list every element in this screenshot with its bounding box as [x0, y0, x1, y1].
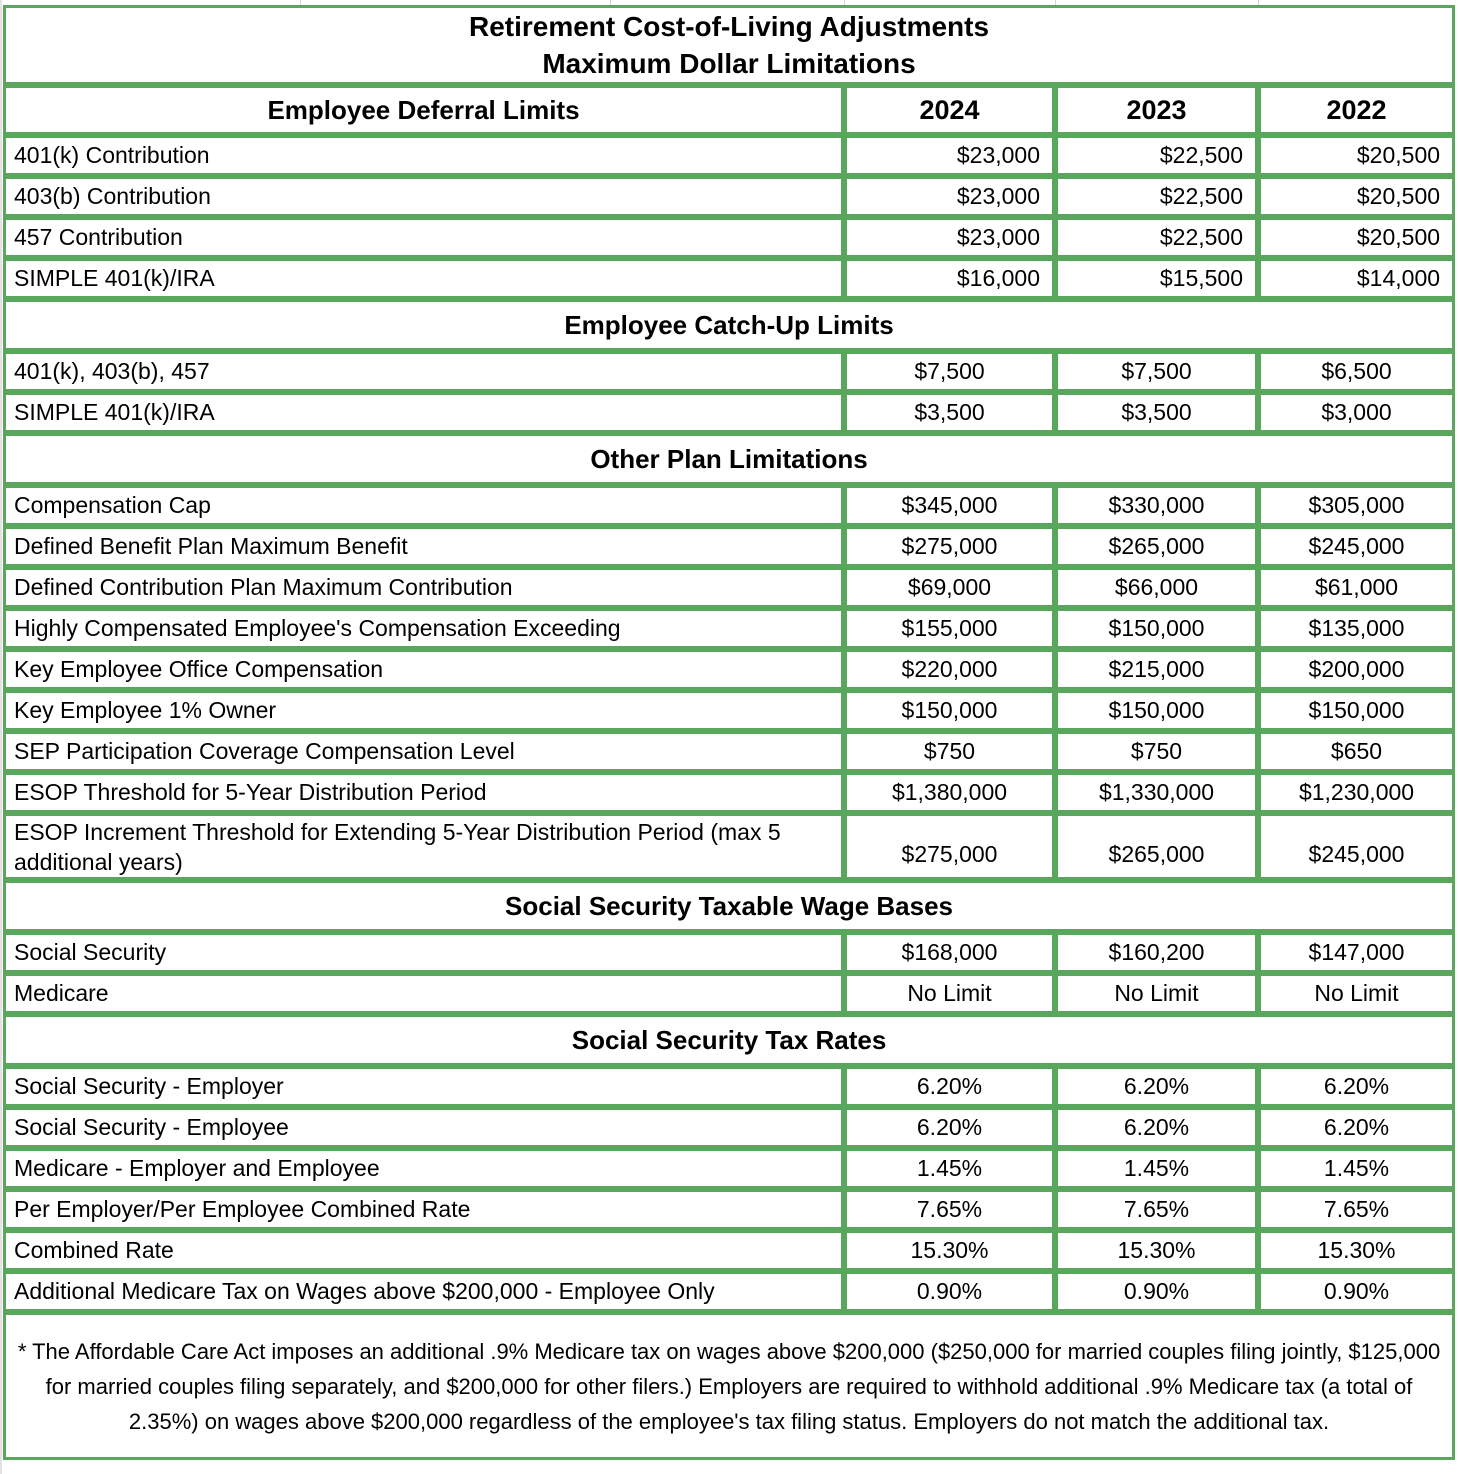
cell-2022: 1.45% [1258, 1148, 1455, 1189]
cell-2023: 6.20% [1055, 1066, 1258, 1107]
table-row [3, 392, 1455, 433]
section-header-row [3, 85, 1455, 135]
cell-2024: $750 [844, 731, 1055, 772]
row-label: Medicare - Employer and Employee [3, 1148, 844, 1189]
table-row [3, 258, 1455, 299]
cell-2023: $15,500 [1055, 258, 1258, 299]
row-label: 401(k) Contribution [3, 135, 844, 176]
table-row [3, 1189, 1455, 1230]
cell-2023: $265,000 [1055, 526, 1258, 567]
row-label: Highly Compensated Employee's Compensation Exceeding [3, 608, 844, 649]
cell-2023: $1,330,000 [1055, 772, 1258, 813]
cell-2022: 6.20% [1258, 1066, 1455, 1107]
table-row [3, 731, 1455, 772]
cell-2023: $215,000 [1055, 649, 1258, 690]
section-title-2: Other Plan Limitations [3, 433, 1455, 485]
table-row [3, 217, 1455, 258]
row-label: Combined Rate [3, 1230, 844, 1271]
cell-2023: $750 [1055, 731, 1258, 772]
cell-2023: $66,000 [1055, 567, 1258, 608]
cell-2022: $150,000 [1258, 690, 1455, 731]
cell-2024: $275,000 [844, 526, 1055, 567]
cell-2022: $245,000 [1258, 813, 1455, 880]
cell-2024: 7.65% [844, 1189, 1055, 1230]
cell-2023: $330,000 [1055, 485, 1258, 526]
footnote-row [3, 1312, 1455, 1460]
cell-2024: $345,000 [844, 485, 1055, 526]
cell-2022: $1,230,000 [1258, 772, 1455, 813]
title-row [3, 5, 1455, 85]
row-label: Key Employee 1% Owner [3, 690, 844, 731]
row-label: Per Employer/Per Employee Combined Rate [3, 1189, 844, 1230]
cell-2024: $1,380,000 [844, 772, 1055, 813]
cell-2022: No Limit [1258, 973, 1455, 1014]
cell-2024: $23,000 [844, 135, 1055, 176]
column-header-year-2022: 2022 [1258, 85, 1455, 135]
cell-2024: No Limit [844, 973, 1055, 1014]
cell-2022: $6,500 [1258, 351, 1455, 392]
row-label: ESOP Threshold for 5-Year Distribution Period [3, 772, 844, 813]
section-header-row [3, 433, 1455, 485]
cell-2023: 6.20% [1055, 1107, 1258, 1148]
row-label: ESOP Increment Threshold for Extending 5-Year Distribution Period (max 5 additional years) [3, 813, 844, 880]
table-row [3, 485, 1455, 526]
row-label: Defined Benefit Plan Maximum Benefit [3, 526, 844, 567]
footnote-text: * The Affordable Care Act imposes an additional .9% Medicare tax on wages above $200,000 ($250,000 for married couples filing jointly, $125,000 for married couples filing separately, and $200,000 for other filers.) Employers are required to withhold additional .9% Medicare tax (a total of 2.35%) on wages above $200,000 regardless of the employee's tax filing status. Employers do not match the additional tax. [3, 1312, 1455, 1460]
cell-2022: $14,000 [1258, 258, 1455, 299]
table-row [3, 1148, 1455, 1189]
cell-2024: $23,000 [844, 176, 1055, 217]
cell-2022: $20,500 [1258, 176, 1455, 217]
cola-limits-table [3, 5, 1455, 1460]
row-label: Compensation Cap [3, 485, 844, 526]
cell-2022: $305,000 [1258, 485, 1455, 526]
row-label: Key Employee Office Compensation [3, 649, 844, 690]
cell-2024: $275,000 [844, 813, 1055, 880]
cell-2022: 6.20% [1258, 1107, 1455, 1148]
cell-2023: $3,500 [1055, 392, 1258, 433]
column-header-year-2023: 2023 [1055, 85, 1258, 135]
table-row [3, 973, 1455, 1014]
cell-2022: 0.90% [1258, 1271, 1455, 1312]
row-label: Social Security - Employee [3, 1107, 844, 1148]
cell-2022: $61,000 [1258, 567, 1455, 608]
table-row [3, 772, 1455, 813]
cell-2023: $7,500 [1055, 351, 1258, 392]
cell-2024: 6.20% [844, 1066, 1055, 1107]
table-row [3, 690, 1455, 731]
title-line-2: Maximum Dollar Limitations [542, 48, 916, 79]
title-line-1: Retirement Cost-of-Living Adjustments [468, 11, 990, 42]
cell-2022: $245,000 [1258, 526, 1455, 567]
cell-2024: 6.20% [844, 1107, 1055, 1148]
table-row [3, 1107, 1455, 1148]
cell-2023: $22,500 [1055, 135, 1258, 176]
page-title [3, 5, 1455, 85]
section-title-4: Social Security Tax Rates [3, 1014, 1455, 1066]
section-title-3: Social Security Taxable Wage Bases [3, 880, 1455, 932]
table-row [3, 567, 1455, 608]
cell-2023: $160,200 [1055, 932, 1258, 973]
row-label: SEP Participation Coverage Compensation Level [3, 731, 844, 772]
cell-2024: 0.90% [844, 1271, 1055, 1312]
section-title-0: Employee Deferral Limits [3, 85, 844, 135]
table-row [3, 351, 1455, 392]
cell-2023: No Limit [1055, 973, 1258, 1014]
cell-2022: $20,500 [1258, 217, 1455, 258]
column-header-year-2024: 2024 [844, 85, 1055, 135]
cell-2024: $16,000 [844, 258, 1055, 299]
row-label: Additional Medicare Tax on Wages above $200,000 - Employee Only [3, 1271, 844, 1312]
cell-2022: 15.30% [1258, 1230, 1455, 1271]
cell-2023: $150,000 [1055, 690, 1258, 731]
row-label: Defined Contribution Plan Maximum Contribution [3, 567, 844, 608]
row-label: 403(b) Contribution [3, 176, 844, 217]
cell-2022: $3,000 [1258, 392, 1455, 433]
row-label: Social Security - Employer [3, 1066, 844, 1107]
cell-2024: $23,000 [844, 217, 1055, 258]
table-row [3, 135, 1455, 176]
table-row [3, 608, 1455, 649]
table-row [3, 1230, 1455, 1271]
cell-2023: $150,000 [1055, 608, 1258, 649]
table-row [3, 176, 1455, 217]
cell-2022: $20,500 [1258, 135, 1455, 176]
cell-2024: $150,000 [844, 690, 1055, 731]
row-label: Medicare [3, 973, 844, 1014]
cell-2023: 0.90% [1055, 1271, 1258, 1312]
table-row [3, 932, 1455, 973]
cell-2022: $147,000 [1258, 932, 1455, 973]
cell-2024: $168,000 [844, 932, 1055, 973]
cell-2022: $135,000 [1258, 608, 1455, 649]
cell-2023: $22,500 [1055, 176, 1258, 217]
section-title-1: Employee Catch-Up Limits [3, 299, 1455, 351]
section-header-row [3, 880, 1455, 932]
section-header-row [3, 1014, 1455, 1066]
cell-2022: $200,000 [1258, 649, 1455, 690]
section-header-row [3, 299, 1455, 351]
cell-2024: $69,000 [844, 567, 1055, 608]
row-label: SIMPLE 401(k)/IRA [3, 392, 844, 433]
cell-2023: 7.65% [1055, 1189, 1258, 1230]
cell-2023: $22,500 [1055, 217, 1258, 258]
row-label: 457 Contribution [3, 217, 844, 258]
sheet-left-edge-gridline [0, 0, 2, 1474]
cell-2024: $155,000 [844, 608, 1055, 649]
row-label: 401(k), 403(b), 457 [3, 351, 844, 392]
cell-2023: 15.30% [1055, 1230, 1258, 1271]
row-label: Social Security [3, 932, 844, 973]
cell-2024: $7,500 [844, 351, 1055, 392]
cell-2023: 1.45% [1055, 1148, 1258, 1189]
table-row [3, 526, 1455, 567]
cell-2024: $3,500 [844, 392, 1055, 433]
table-row [3, 1066, 1455, 1107]
table-row [3, 649, 1455, 690]
cell-2022: 7.65% [1258, 1189, 1455, 1230]
cell-2023: $265,000 [1055, 813, 1258, 880]
cell-2024: 1.45% [844, 1148, 1055, 1189]
table-row [3, 1271, 1455, 1312]
cell-2024: 15.30% [844, 1230, 1055, 1271]
table-row [3, 813, 1455, 880]
row-label: SIMPLE 401(k)/IRA [3, 258, 844, 299]
cell-2022: $650 [1258, 731, 1455, 772]
cell-2024: $220,000 [844, 649, 1055, 690]
